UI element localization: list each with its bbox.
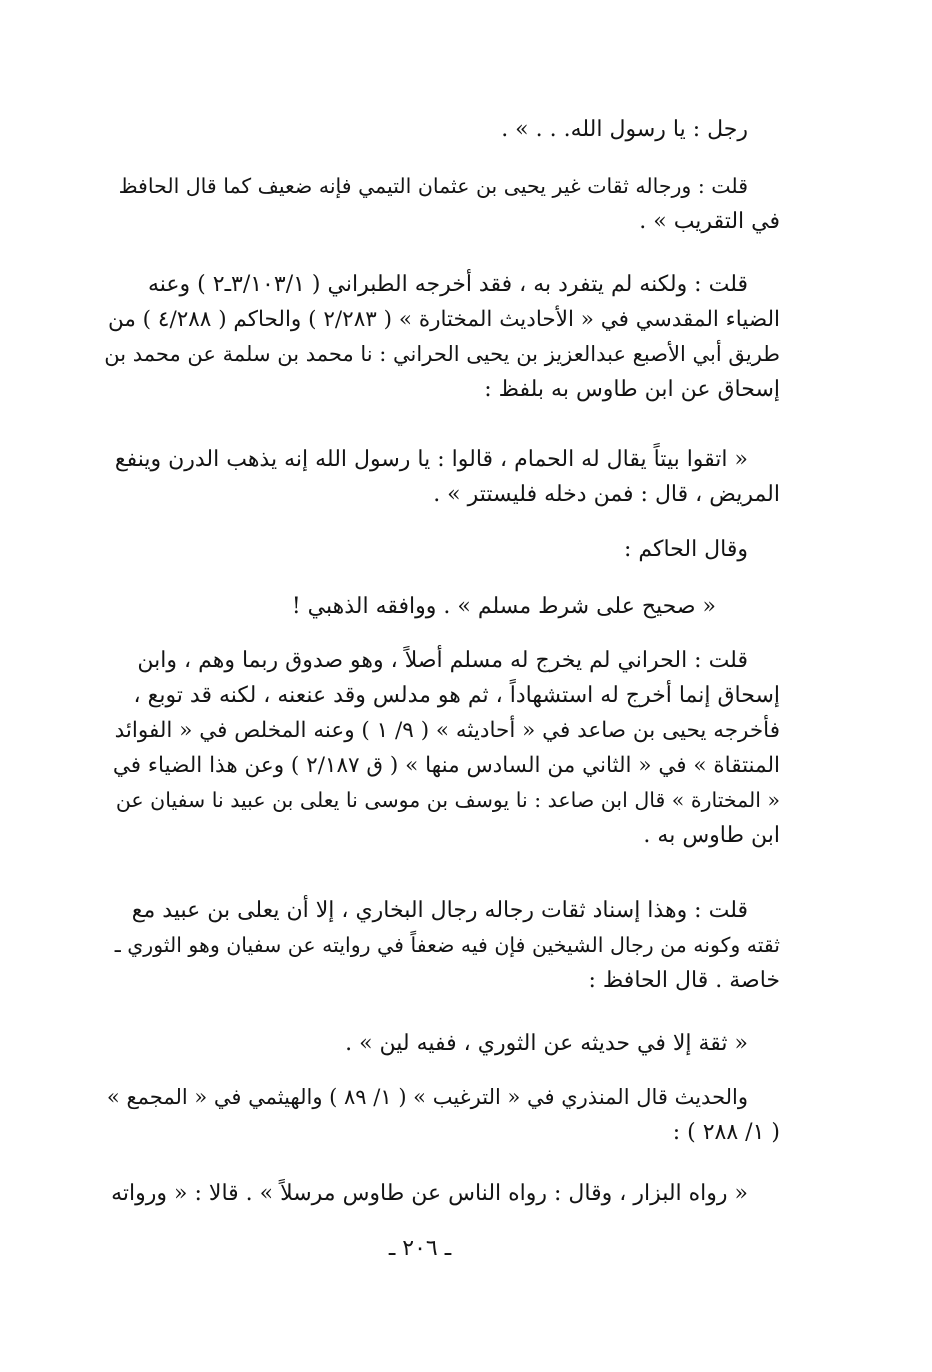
text-line: فأخرجه يحيى بن صاعد في « أحاديثه » ( ٩/ ١ ) وعنه المخلص في « الفوائد <box>114 718 780 743</box>
paragraph-7 <box>104 643 780 853</box>
text-line: رجل : يا رسول الله. . . » . <box>501 117 748 142</box>
text-line: « المختارة » قال ابن صاعد : نا يوسف بن موسى نا يعلى بن عبيد نا سفيان عن <box>115 788 780 812</box>
paragraph-10 <box>104 1080 780 1150</box>
text-line: طريق أبي الأصبع عبدالعزيز بن يحيى الحراني : نا محمد بن سلمة عن محمد بن <box>104 342 780 366</box>
text-line: والحديث قال المنذري في « الترغيب » ( ١/ ٨٩ ) والهيثمي في « المجمع » <box>106 1085 748 1109</box>
text-line: الضياء المقدسي في « الأحاديث المختارة » ( ٢/٢٨٣ ) والحاكم ( ٤/٢٨٨ ) من <box>107 307 780 332</box>
text-line: إسحاق عن ابن طاوس به بلفظ : <box>484 377 780 402</box>
paragraph-1 <box>104 112 780 147</box>
paragraph-6-quote <box>104 589 780 624</box>
text-line: المريض ، قال : فمن دخله فليستتر » . <box>433 482 780 507</box>
text-line: إسحاق إنما أخرج له استشهاداً ، ثم هو مدلس وقد عنعنه ، لكنه قد توبع ، <box>133 683 780 708</box>
text-line: قلت : الحراني لم يخرج له مسلم أصلاً ، وهو صدوق ربما وهم ، وابن <box>137 648 748 673</box>
paragraph-5 <box>104 532 780 567</box>
text-line: قلت : ورجاله ثقات غير يحيى بن عثمان التيمي فإنه ضعيف كما قال الحافظ <box>118 174 748 198</box>
text-line: « صحيح على شرط مسلم » . ووافقه الذهبي ! <box>291 594 716 619</box>
text-line: ثقته وكونه من رجال الشيخين فإن فيه ضعفاً في روايته عن سفيان وهو الثوري ـ <box>114 933 780 957</box>
text-line: « رواه البزار ، وقال : رواه الناس عن طاوس مرسلاً » . قالا : « ورواته <box>111 1181 748 1206</box>
paragraph-3 <box>104 267 780 407</box>
text-line: « اتقوا بيتاً يقال له الحمام ، قالوا : يا رسول الله إنه يذهب الدرن وينفع <box>114 447 748 472</box>
paragraph-9-quote <box>104 1026 780 1061</box>
text-line: « ثقة إلا في حديثه عن الثوري ، ففيه لين » . <box>345 1031 748 1056</box>
text-line: المنتقاة » في « الثاني من السادس منها » ( ق ٢/١٨٧ ) وعن هذا الضياء في <box>112 753 780 778</box>
text-line: قلت : وهذا إسناد ثقات رجاله رجال البخاري ، إلا أن يعلى بن عبيد مع <box>131 898 748 923</box>
text-line: خاصة . قال الحافظ : <box>588 968 780 993</box>
text-line: قلت : ولكنه لم يتفرد به ، فقد أخرجه الطبراني ( ٣/١٠٣/١ـ٢ ) وعنه <box>147 272 748 297</box>
text-line: ابن طاوس به . <box>643 823 780 848</box>
paragraph-2 <box>104 169 780 239</box>
paragraph-11 <box>104 1176 780 1211</box>
page-number: ـ ٢٠٦ ـ <box>388 1236 452 1261</box>
text-line: في التقريب » . <box>639 209 780 234</box>
paragraph-8 <box>104 893 780 998</box>
paragraph-4-quote <box>104 442 780 512</box>
text-line: ( ١/ ٢٨٨ ) : <box>672 1120 780 1145</box>
text-line: وقال الحاكم : <box>623 537 748 562</box>
